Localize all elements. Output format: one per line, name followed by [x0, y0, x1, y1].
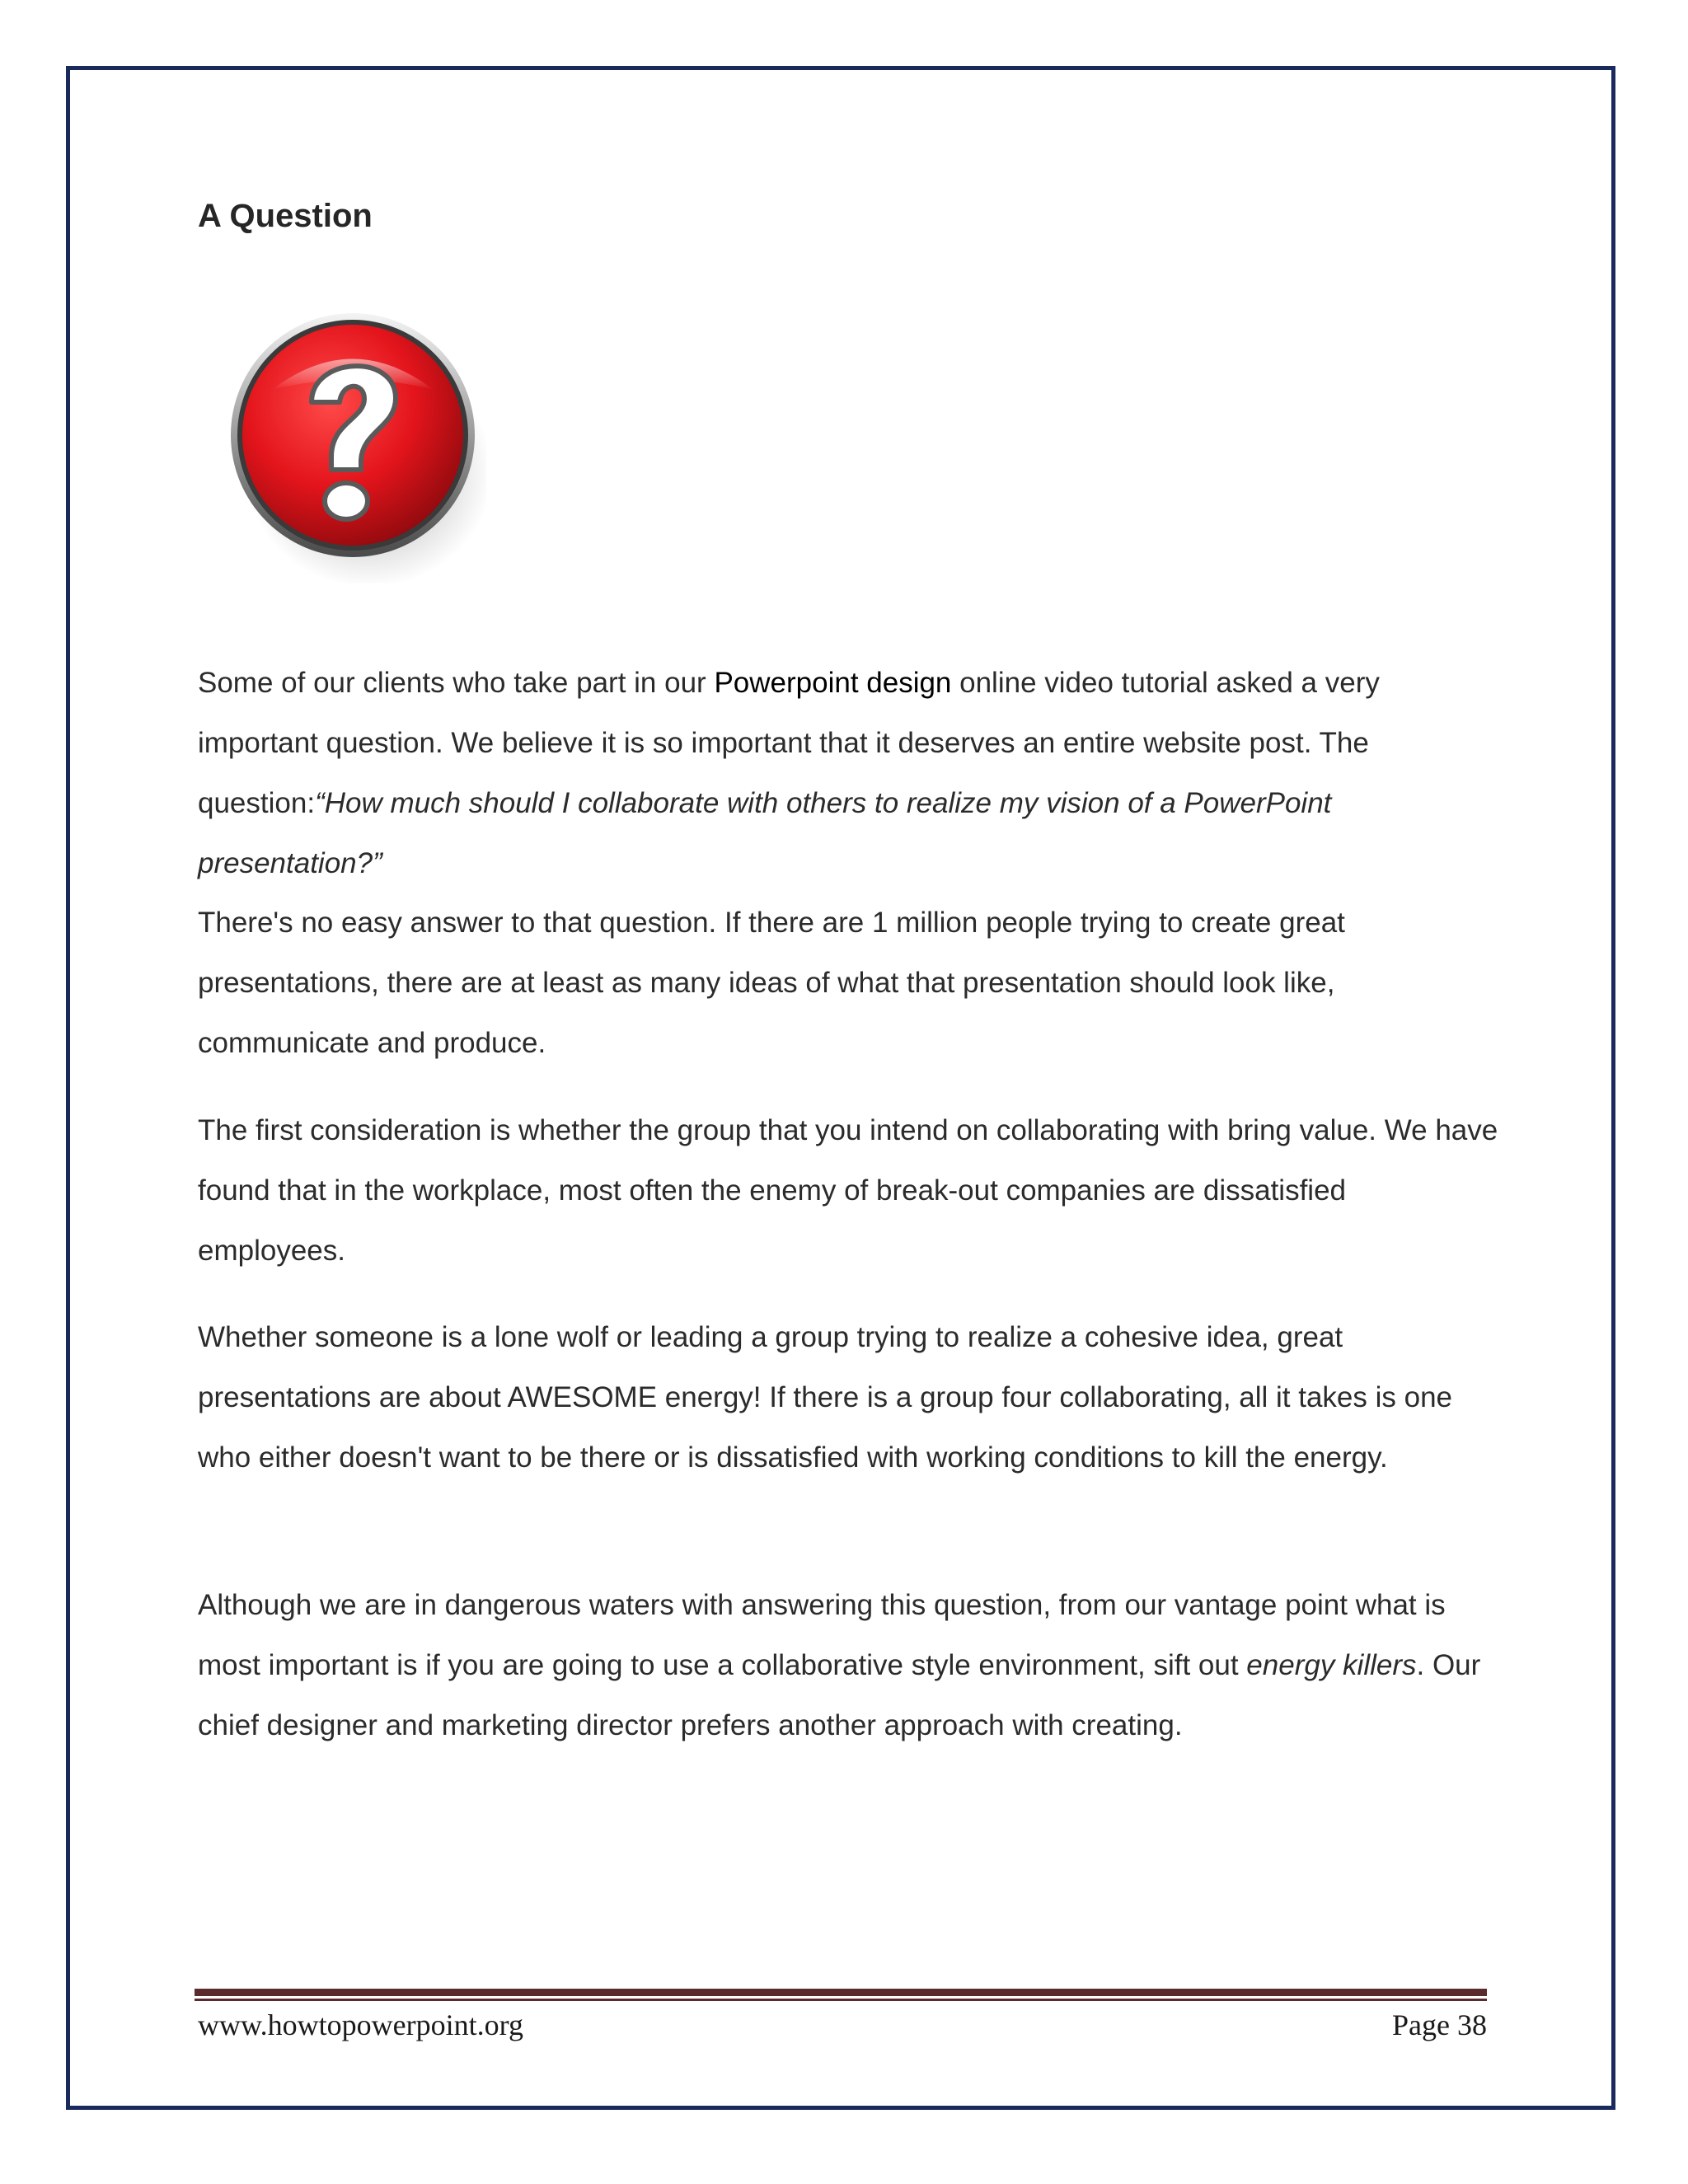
footer-website: www.howtopowerpoint.org	[198, 2008, 523, 2041]
question-quote: “How much should I collaborate with others to realize my vision of a PowerPoint presentation?”	[198, 787, 1332, 879]
paragraph-5-text-b: . Our chief designer and marketing director prefers another approach with creating.	[198, 1649, 1481, 1741]
paragraph-2: There's no easy answer to that question. If there are 1 million people trying to create great presentations, there are at least as many ideas of what that presentation should look like, communicate and produce.	[198, 907, 1345, 1059]
section-heading: A Question	[198, 198, 373, 234]
footer-rule	[195, 1989, 1487, 1996]
paragraph-1-text-a: Some of our clients who take part in our	[198, 667, 715, 699]
question-mark-icon	[223, 312, 486, 583]
paragraph-5	[198, 1575, 1500, 1755]
paragraph-1	[198, 653, 1500, 893]
paragraph-1-text-b: online video tutorial asked a very important question. We believe it is so important that it deserves an entire website post. The question:	[198, 667, 1380, 819]
paragraph-5-text-a: Although we are in dangerous waters with answering this question, from our vantage point what is most important is if you are going to use a collaborative style environment, sift out	[198, 1589, 1446, 1681]
paragraph-4: Whether someone is a lone wolf or leading a group trying to realize a cohesive idea, great presentations are about AWESOME energy! If there is a group four collaborating, all it takes is one who either doesn't want to be there or is dissatisfied with working conditions to kill the energy.	[198, 1321, 1453, 1474]
energy-killers-emphasis: energy killers	[1246, 1649, 1417, 1681]
paragraph-3: The first consideration is whether the group that you intend on collaborating with bring value. We have found that in the workplace, most often the enemy of break-out companies are dissatisfied employees.	[198, 1114, 1498, 1267]
powerpoint-design-link[interactable]: Powerpoint design	[714, 667, 952, 699]
footer-rule-thin	[195, 1999, 1487, 2001]
footer-page-number: Page 38	[1392, 2008, 1487, 2041]
